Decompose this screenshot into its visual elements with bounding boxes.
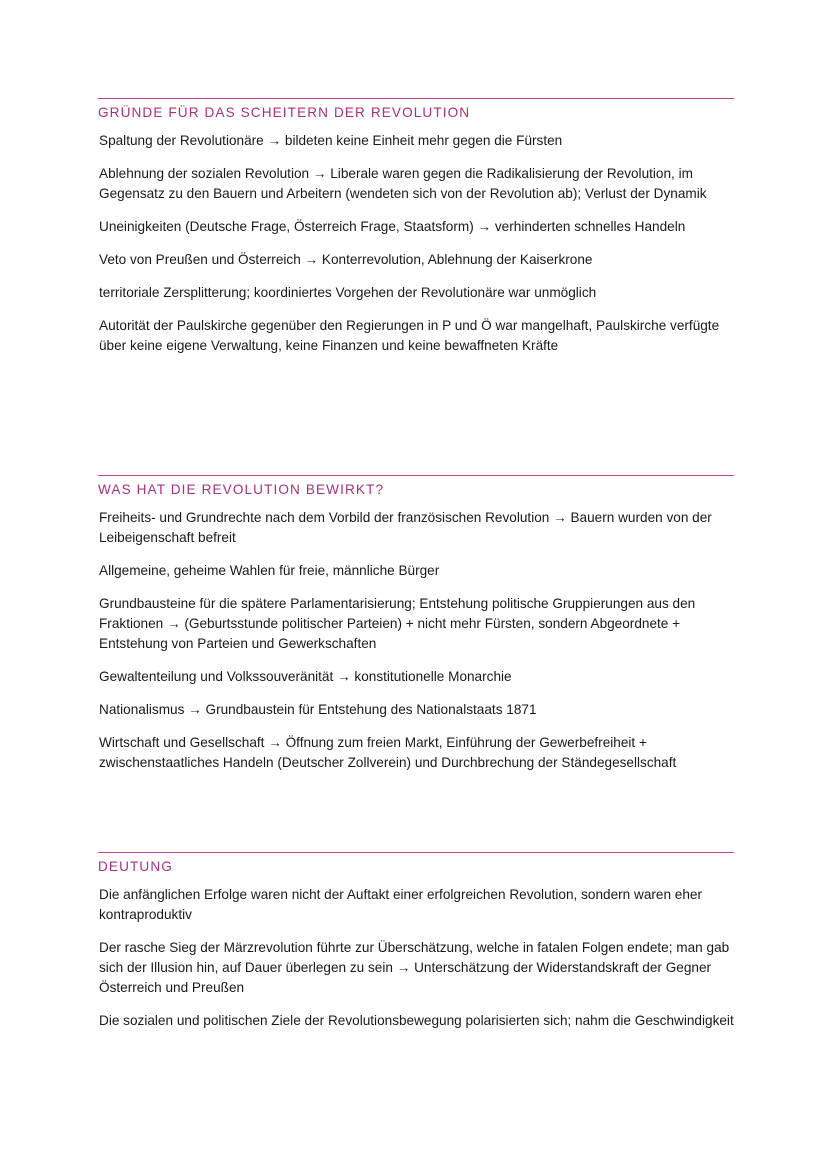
paragraph: territoriale Zersplitterung; koordiniertes Vorgehen der Revolutionäre war unmöglich — [99, 285, 597, 300]
paragraph: Freiheits- und Grundrechte nach dem Vorbild der französischen Revolution → Bauern wurden von der Leibeigenschaft befreit — [99, 510, 712, 545]
section-heading: DEUTUNG — [98, 852, 734, 876]
paragraph: Grundbausteine für die spätere Parlamentarisierung; Entstehung politische Gruppierungen aus den Fraktionen → (Geburtsstunde politischer Parteien) + nicht mehr Fürsten, sondern Abgeordnete + Entstehung von Parteien und Gewerkschaften — [99, 596, 696, 651]
paragraph: Nationalismus → Grundbaustein für Entstehung des Nationalstaats 1871 — [99, 702, 537, 717]
section-heading: GRÜNDE FÜR DAS SCHEITERN DER REVOLUTION — [98, 98, 734, 122]
paragraph: Veto von Preußen und Österreich → Konterrevolution, Ablehnung der Kaiserkrone — [99, 252, 593, 267]
paragraph: Wirtschaft und Gesellschaft → Öffnung zum freien Markt, Einführung der Gewerbefreiheit + zwischenstaatliches Handeln (Deutscher Zollverein) und Durchbrechung der Ständegesellschaft — [99, 735, 677, 770]
section-effects — [98, 475, 734, 786]
paragraph: Der rasche Sieg der Märzrevolution führte zur Überschätzung, welche in fatalen Folgen endete; man gab sich der Illusion hin, auf Dauer überlegen zu sein → Unterschätzung der Widerstandskraft der Gegner Österreich und Preußen — [99, 940, 730, 995]
paragraph: Die sozialen und politischen Ziele der Revolutionsbewegung polarisierten sich; nahm die Geschwindigkeit — [99, 1013, 734, 1028]
paragraph: Spaltung der Revolutionäre → bildeten keine Einheit mehr gegen die Fürsten — [99, 133, 563, 148]
paragraph: Autorität der Paulskirche gegenüber den Regierungen in P und Ö war mangelhaft, Paulskirche verfügte über keine eigene Verwaltung, keine Finanzen und keine bewaffneten Kräfte — [99, 318, 720, 353]
section-reasons-failure — [98, 98, 734, 369]
paragraph: Gewaltenteilung und Volkssouveränität → konstitutionelle Monarchie — [99, 669, 512, 684]
section-interpretation — [98, 852, 734, 1044]
paragraph: Die anfänglichen Erfolge waren nicht der Auftakt einer erfolgreichen Revolution, sondern waren eher kontraproduktiv — [99, 887, 703, 922]
paragraph: Allgemeine, geheime Wahlen für freie, männliche Bürger — [99, 563, 440, 578]
section-heading: WAS HAT DIE REVOLUTION BEWIRKT? — [98, 475, 734, 499]
paragraph: Uneinigkeiten (Deutsche Frage, Österreich Frage, Staatsform) → verhinderten schnelles Handeln — [99, 219, 686, 234]
paragraph: Ablehnung der sozialen Revolution → Liberale waren gegen die Radikalisierung der Revolution, im Gegensatz zu den Bauern und Arbeitern (wendeten sich von der Revolution ab); Verlust der Dynamik — [99, 166, 707, 201]
